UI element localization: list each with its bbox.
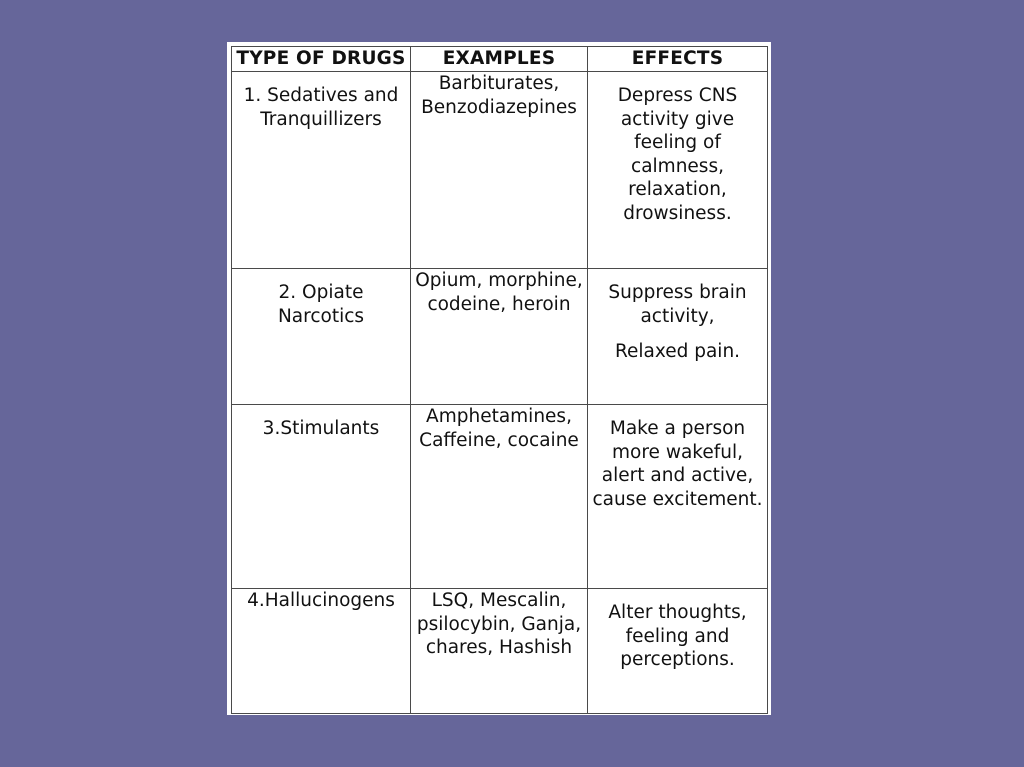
- effects-text: Make a person more wakeful, alert and active, cause excitement.: [592, 418, 763, 510]
- effects-text: Alter thoughts, feeling and perceptions.: [608, 602, 747, 670]
- type-label: 1. Sedatives and Tranquillizers: [243, 85, 399, 130]
- table-row: [232, 589, 768, 714]
- effects-cell: [588, 72, 768, 269]
- effects-cell: [588, 269, 768, 405]
- type-cell: [232, 72, 411, 269]
- type-label: 3.Stimulants: [262, 418, 380, 439]
- examples-text: Barbiturates, Benzodiazepines: [421, 73, 577, 118]
- type-cell: [232, 589, 411, 714]
- header-effects: EFFECTS: [588, 47, 768, 72]
- effects-cell: [588, 589, 768, 714]
- header-examples: EXAMPLES: [411, 47, 588, 72]
- examples-text: Opium, morphine, codeine, heroin: [415, 270, 583, 315]
- type-cell: [232, 405, 411, 589]
- table-header-row: [232, 47, 768, 72]
- examples-text: Amphetamines, Caffeine, cocaine: [419, 406, 579, 451]
- table-row: [232, 72, 768, 269]
- table-row: [232, 269, 768, 405]
- examples-cell: [411, 589, 588, 714]
- header-type-of-drugs: TYPE OF DRUGS: [232, 47, 411, 72]
- examples-cell: [411, 405, 588, 589]
- type-label: 4.Hallucinogens: [247, 590, 395, 611]
- table-row: [232, 405, 768, 589]
- drug-types-table: [231, 46, 768, 714]
- effects-extra-text: Relaxed pain.: [614, 341, 741, 362]
- examples-cell: [411, 269, 588, 405]
- examples-text: LSQ, Mescalin, psilocybin, Ganja, chares, Hashish: [416, 590, 582, 658]
- effects-text: Suppress brain activity,: [608, 282, 747, 327]
- type-cell: [232, 269, 411, 405]
- slide-sheet: [227, 42, 771, 715]
- type-label: 2. Opiate Narcotics: [277, 282, 365, 327]
- effects-cell: [588, 405, 768, 589]
- examples-cell: [411, 72, 588, 269]
- effects-text: Depress CNS activity give feeling of calmness, relaxation, drowsiness.: [617, 85, 738, 224]
